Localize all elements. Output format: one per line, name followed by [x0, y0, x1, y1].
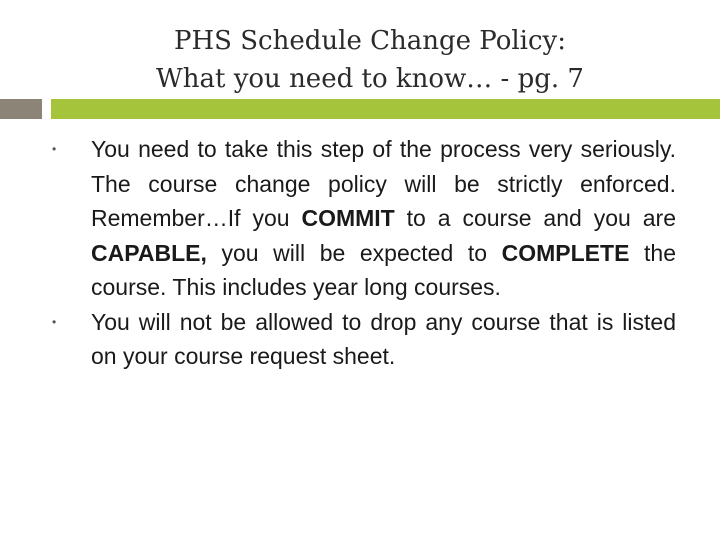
bullet-text: you will be expected to — [206, 239, 502, 266]
slide-title — [0, 22, 720, 98]
emphasis-commit: COMMIT — [301, 205, 395, 231]
bullet-text: the course. This includes year long courses. — [91, 239, 676, 300]
bullet-icon: • — [52, 142, 57, 156]
title-line-2: What you need to know… - pg. 7 — [156, 64, 584, 94]
bullet-item-drop — [52, 305, 676, 374]
emphasis-capable: CAPABLE, — [91, 239, 207, 266]
bullet-item-policy — [52, 132, 676, 305]
title-line-1: PHS Schedule Change Policy: — [173, 26, 567, 56]
emphasis-complete: COMPLETE — [501, 239, 630, 266]
bullet-list — [52, 132, 676, 374]
accent-bar-right — [51, 99, 720, 119]
bullet-text: You need to take this step of the process very seriously. The course change policy will be strictly enforced. Remember…If you — [91, 136, 676, 231]
bullet-text: to a course and you are — [394, 205, 676, 231]
bullet-text: You will not be allowed to drop any course that is listed on your course request sheet. — [91, 308, 676, 369]
bullet-icon: • — [52, 314, 57, 329]
accent-bar-left — [0, 99, 42, 119]
